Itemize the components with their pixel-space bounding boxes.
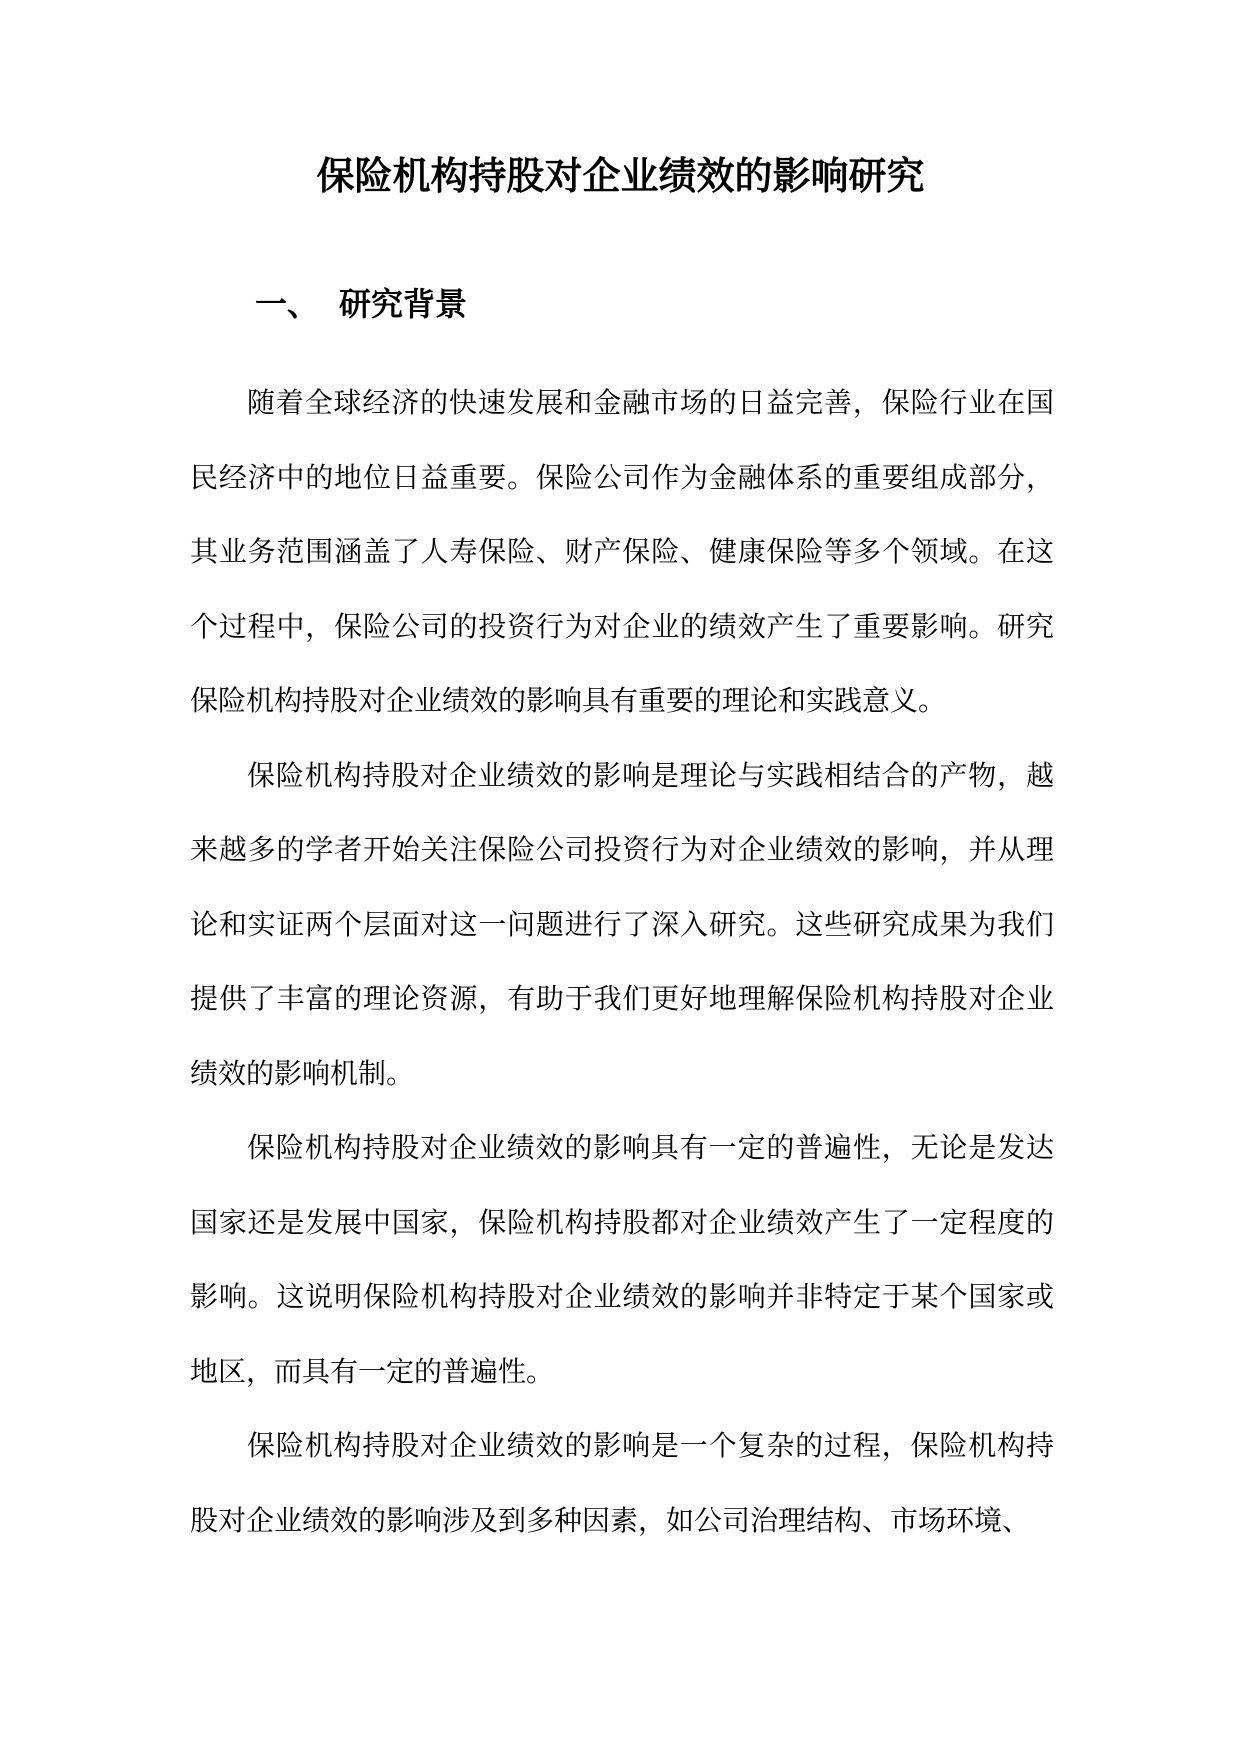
section-heading (255, 280, 467, 328)
paragraph: 保险机构持股对企业绩效的影响是一个复杂的过程，保险机构持股对企业绩效的影响涉及到多种因素，如公司治理结构、市场环境、 (190, 1429, 1054, 1537)
document-title: 保险机构持股对企业绩效的影响研究 (316, 153, 925, 198)
section-heading-text: 研究背景 (339, 285, 468, 323)
paragraph: 保险机构持股对企业绩效的影响具有一定的普遍性，无论是发达国家还是发展中国家，保险机构持股都对企业绩效产生了一定程度的影响。这说明保险机构持股对企业绩效的影响并非特定于某个国家或地区，而具有一定的普遍性。 (190, 1131, 1054, 1388)
section-number: 一、 (255, 285, 320, 323)
paragraph: 保险机构持股对企业绩效的影响是理论与实践相结合的产物，越来越多的学者开始关注保险公司投资行为对企业绩效的影响，并从理论和实证两个层面对这一问题进行了深入研究。这些研究成果为我们提供了丰富的理论资源，有助于我们更好地理解保险机构持股对企业绩效的影响机制。 (190, 758, 1054, 1090)
paragraph: 随着全球经济的快速发展和金融市场的日益完善，保险行业在国民经济中的地位日益重要。保险公司作为金融体系的重要组成部分，其业务范围涵盖了人寿保险、财产保险、健康保险等多个领域。在这个过程中，保险公司的投资行为对企业的绩效产生了重要影响。研究保险机构持股对企业绩效的影响具有重要的理论和实践意义。 (190, 386, 1054, 717)
body-text (190, 366, 1054, 1558)
